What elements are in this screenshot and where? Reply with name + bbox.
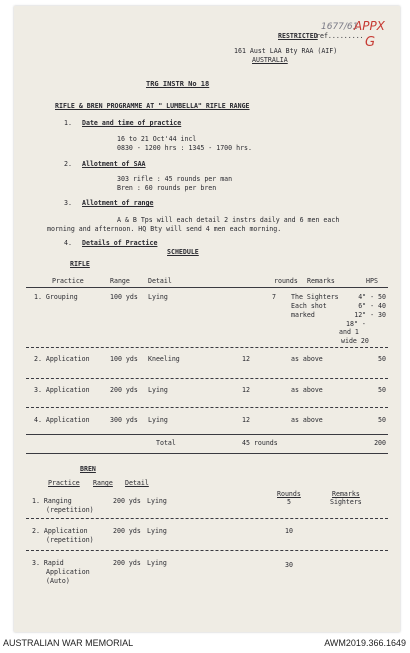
- bren-rounds-cell: 5: [287, 498, 291, 506]
- rifle-hps-cell: and 1: [339, 328, 359, 336]
- handwritten-appendix-mark: APPX: [354, 19, 385, 33]
- bren-practice-cell: 1. Ranging: [32, 497, 72, 505]
- section-number: 3.: [64, 199, 72, 207]
- rifle-practice-cell: 1. Grouping: [34, 293, 78, 301]
- rifle-range-cell: 200 yds: [110, 386, 138, 394]
- bren-practice-cell: 3. Rapid: [32, 559, 64, 567]
- section-text-line: Bren : 60 rounds per bren: [117, 184, 217, 192]
- rifle-hps-cell: 4" - 50: [358, 293, 386, 301]
- column-header-rounds: rounds: [274, 277, 298, 285]
- bren-detail-cell: Lying: [147, 497, 167, 505]
- rifle-practice-cell: 2. Application: [34, 355, 90, 363]
- rifle-rounds-cell: 12: [242, 386, 250, 394]
- rifle-remarks-cell: marked: [291, 311, 315, 319]
- schedule-label: SCHEDULE: [167, 248, 199, 256]
- rifle-hps-cell: 50: [378, 386, 386, 394]
- rifle-remarks-cell: as above: [291, 355, 323, 363]
- column-header-remarks: Remarks: [307, 277, 335, 285]
- rifle-hps-cell: 12" - 30: [354, 311, 386, 319]
- rifle-hps-cell: 6" - 40: [358, 302, 386, 310]
- column-header-remarks: Remarks: [332, 490, 360, 498]
- bren-range-cell: 200 yds: [113, 497, 141, 505]
- location-line: AUSTRALIA: [252, 56, 288, 64]
- reference-field: ref.........: [316, 32, 364, 40]
- rifle-detail-cell: Lying: [148, 416, 168, 424]
- rifle-hps-cell: 50: [378, 416, 386, 424]
- rifle-detail-cell: Kneeling: [148, 355, 180, 363]
- handwritten-reference: 1677/61: [321, 22, 359, 32]
- rifle-hps-cell: 50: [378, 355, 386, 363]
- rifle-remarks-cell: Each shot: [291, 302, 327, 310]
- section-text-line: 16 to 21 Oct'44 incl: [117, 135, 197, 143]
- bren-practice-sub: Application: [46, 568, 90, 576]
- section-text-line: 303 rifle : 45 rounds per man: [117, 175, 233, 183]
- section-heading: Allotment of range: [82, 199, 154, 207]
- column-header-hps: HPS: [366, 277, 378, 285]
- rifle-rounds-cell: 12: [242, 416, 250, 424]
- bren-practice-sub: (repetition): [46, 506, 94, 514]
- section-number: 1.: [64, 119, 72, 127]
- bren-label: BREN: [80, 465, 96, 473]
- rifle-remarks-cell: as above: [291, 386, 323, 394]
- section-number: 4.: [64, 239, 72, 247]
- rifle-label: RIFLE: [70, 260, 90, 268]
- table-rule: [26, 287, 388, 288]
- document-subtitle: RIFLE & BREN PROGRAMME AT " LUMBELLA" RIFLE RANGE: [55, 102, 250, 110]
- section-heading: Allotment of SAA: [82, 160, 146, 168]
- table-rule: [26, 378, 388, 379]
- rifle-range-cell: 100 yds: [110, 355, 138, 363]
- unit-line: 161 Aust LAA Bty RAA (AIF): [234, 47, 338, 55]
- bren-rounds-cell: 10: [285, 527, 293, 535]
- rifle-rounds-cell: 12: [242, 355, 250, 363]
- bren-practice-cell: 2. Application: [32, 527, 88, 535]
- rifle-detail-cell: Lying: [148, 293, 168, 301]
- rifle-hps-cell: wide 20: [341, 337, 369, 345]
- bren-detail-cell: Lying: [147, 527, 167, 535]
- section-text-line: morning and afternoon. HQ Bty will send 4 men each morning.: [47, 225, 282, 233]
- document-title: TRG INSTR No 18: [146, 80, 210, 88]
- rifle-total-hps: 200: [374, 439, 386, 447]
- rifle-remarks-cell: The Sighters: [291, 293, 339, 301]
- rifle-remarks-cell: as above: [291, 416, 323, 424]
- rifle-detail-cell: Lying: [148, 386, 168, 394]
- column-header-rounds: Rounds: [277, 490, 301, 498]
- table-rule: [26, 347, 388, 348]
- column-header-practice: Practice: [48, 479, 80, 487]
- document-page: [14, 6, 400, 632]
- section-heading: Details of Practice: [82, 239, 158, 247]
- column-header-range: Range: [110, 277, 130, 285]
- section-heading: Date and time of practice: [82, 119, 182, 127]
- footer-accession-id: AWM2019.366.1649: [324, 638, 406, 648]
- footer-credit: AUSTRALIAN WAR MEMORIAL: [3, 638, 134, 648]
- table-rule: [26, 434, 388, 435]
- table-rule: [26, 453, 388, 454]
- column-header-detail: Detail: [148, 277, 172, 285]
- bren-practice-sub: (Auto): [46, 577, 70, 585]
- table-rule: [26, 550, 388, 551]
- table-rule: [26, 518, 388, 519]
- section-text-line: 0830 - 1200 hrs : 1345 - 1700 hrs.: [117, 144, 252, 152]
- rifle-range-cell: 300 yds: [110, 416, 138, 424]
- bren-detail-cell: Lying: [147, 559, 167, 567]
- table-rule: [26, 407, 388, 408]
- bren-remarks-cell: Sighters: [330, 498, 362, 506]
- classification-marking: RESTRICTED: [278, 32, 318, 40]
- rifle-practice-cell: 3. Application: [34, 386, 90, 394]
- section-text-line: A & B Tps will each detail 2 instrs daily and 6 men each: [117, 216, 340, 224]
- handwritten-letter: G: [365, 35, 376, 50]
- column-header-detail: Detail: [125, 479, 149, 487]
- rifle-total-rounds: 45 rounds: [242, 439, 278, 447]
- rifle-rounds-cell: 7: [272, 293, 276, 301]
- section-number: 2.: [64, 160, 72, 168]
- column-header-range: Range: [93, 479, 113, 487]
- bren-range-cell: 200 yds: [113, 527, 141, 535]
- rifle-hps-cell: 18" -: [346, 320, 366, 328]
- rifle-range-cell: 100 yds: [110, 293, 138, 301]
- bren-range-cell: 200 yds: [113, 559, 141, 567]
- bren-practice-sub: (repetition): [46, 536, 94, 544]
- rifle-practice-cell: 4. Application: [34, 416, 90, 424]
- column-header-practice: Practice: [52, 277, 84, 285]
- rifle-total-label: Total: [156, 439, 176, 447]
- bren-rounds-cell: 30: [285, 561, 293, 569]
